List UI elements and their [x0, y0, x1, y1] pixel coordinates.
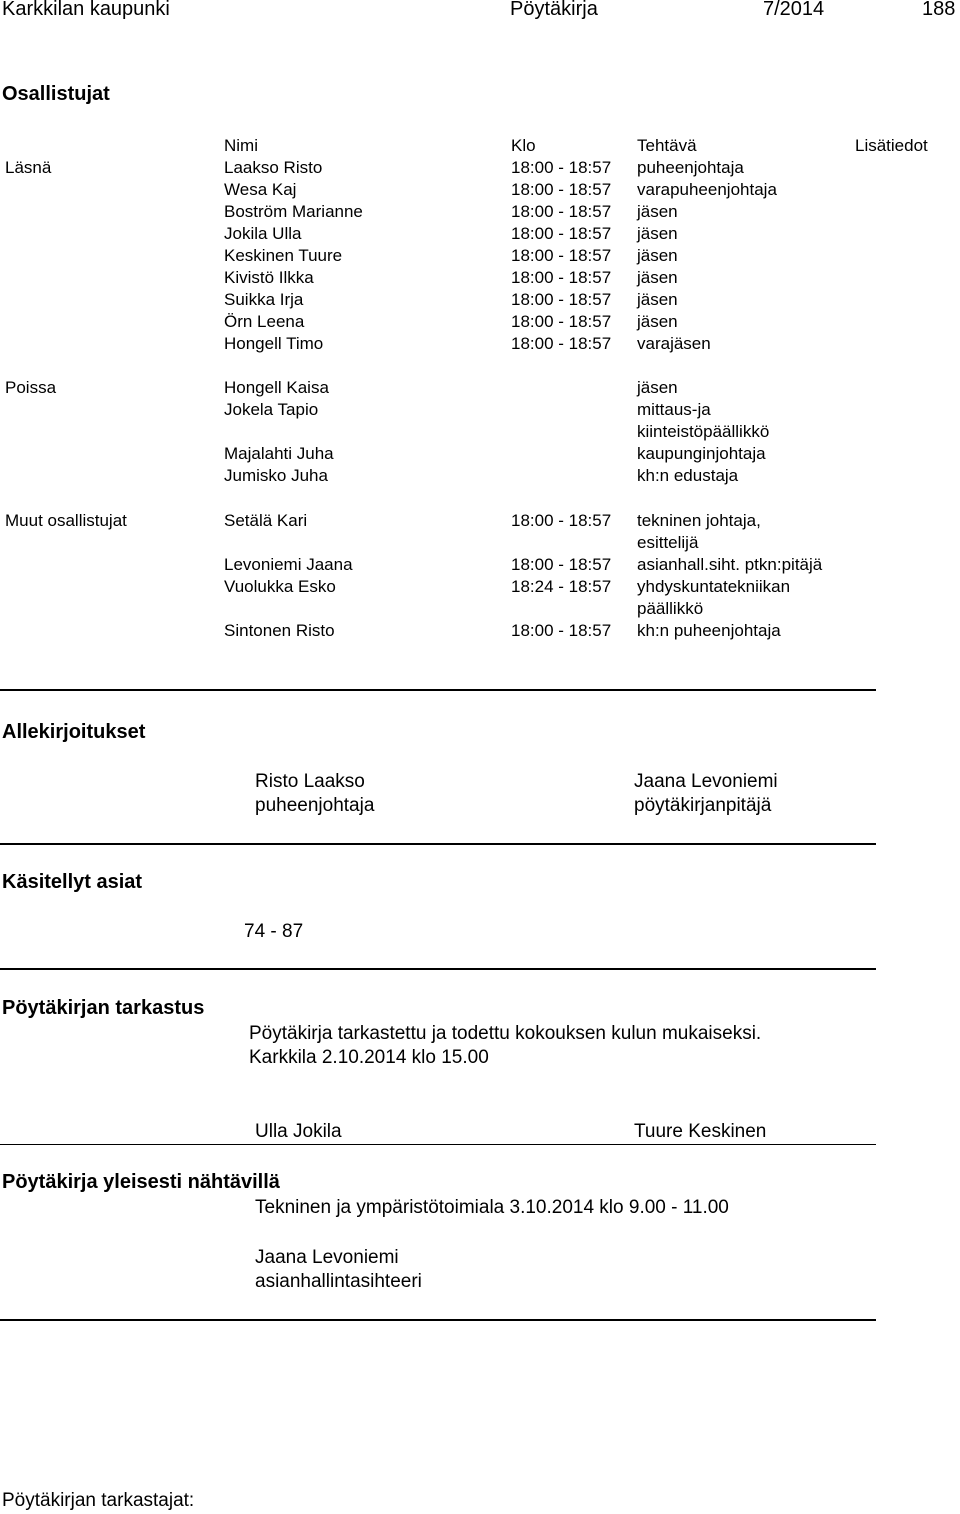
section-divider: [0, 968, 876, 970]
public-place-time: Tekninen ja ympäristötoimiala 3.10.2014 klo 9.00 - 11.00: [255, 1197, 729, 1218]
other-role: tekninen johtaja,: [637, 511, 761, 530]
present-name: Kivistö Ilkka: [224, 268, 314, 287]
signature-line: [0, 1144, 876, 1145]
absent-name: Hongell Kaisa: [224, 378, 329, 397]
secretary-name: Jaana Levoniemi: [634, 771, 778, 792]
reviewer-2-name: Tuure Keskinen: [634, 1121, 767, 1142]
page-number: 188: [922, 0, 956, 20]
reviewers-footer-label: Pöytäkirjan tarkastajat:: [2, 1490, 195, 1511]
absent-role-continued: kiinteistöpäällikkö: [637, 422, 770, 441]
other-time: 18:00 - 18:57: [511, 511, 612, 530]
other-role: asianhall.siht. ptkn:pitäjä: [637, 555, 823, 574]
present-time: 18:00 - 18:57: [511, 268, 612, 287]
present-time: 18:00 - 18:57: [511, 180, 612, 199]
other-time: 18:00 - 18:57: [511, 555, 612, 574]
present-time: 18:00 - 18:57: [511, 312, 612, 331]
other-name: Levoniemi Jaana: [224, 555, 353, 574]
other-role: kh:n puheenjohtaja: [637, 621, 781, 640]
present-role: varapuheenjohtaja: [637, 180, 777, 199]
present-time: 18:00 - 18:57: [511, 224, 612, 243]
absent-role: kh:n edustaja: [637, 466, 739, 485]
present-name: Wesa Kaj: [224, 180, 297, 199]
other-time: 18:00 - 18:57: [511, 621, 612, 640]
present-label: Läsnä: [5, 158, 52, 177]
column-header-role: Tehtävä: [637, 136, 697, 155]
issue-number: 7/2014: [763, 0, 825, 20]
public-signer-name: Jaana Levoniemi: [255, 1247, 399, 1268]
present-time: 18:00 - 18:57: [511, 290, 612, 309]
chair-role: puheenjohtaja: [255, 795, 375, 816]
present-role: puheenjohtaja: [637, 158, 744, 177]
present-role: varajäsen: [637, 334, 711, 353]
absent-label: Poissa: [5, 378, 57, 397]
absent-name: Majalahti Juha: [224, 444, 334, 463]
present-role: jäsen: [637, 312, 678, 331]
present-time: 18:00 - 18:57: [511, 158, 612, 177]
secretary-role: pöytäkirjanpitäjä: [634, 795, 772, 816]
public-signer-role: asianhallintasihteeri: [255, 1271, 422, 1292]
document-type: Pöytäkirja: [510, 0, 598, 20]
reviewer-1-name: Ulla Jokila: [255, 1121, 342, 1142]
column-header-time: Klo: [511, 136, 536, 155]
absent-name: Jokela Tapio: [224, 400, 319, 419]
other-role-continued: päällikkö: [637, 599, 704, 618]
items-range: 74 - 87: [244, 921, 304, 942]
absent-role: mittaus-ja: [637, 400, 711, 419]
other-name: Setälä Kari: [224, 511, 308, 530]
absent-role: jäsen: [637, 378, 678, 397]
municipality-name: Karkkilan kaupunki: [2, 0, 170, 20]
present-role: jäsen: [637, 268, 678, 287]
present-role: jäsen: [637, 246, 678, 265]
other-name: Vuolukka Esko: [224, 577, 336, 596]
absent-role: kaupunginjohtaja: [637, 444, 766, 463]
other-role: yhdyskuntatekniikan: [637, 577, 791, 596]
section-divider: [0, 1319, 876, 1321]
items-heading: Käsitellyt asiat: [2, 871, 143, 893]
review-heading: Pöytäkirjan tarkastus: [2, 997, 205, 1019]
other-name: Sintonen Risto: [224, 621, 335, 640]
others-label: Muut osallistujat: [5, 511, 127, 530]
present-name: Laakso Risto: [224, 158, 323, 177]
present-name: Suikka Irja: [224, 290, 304, 309]
public-heading: Pöytäkirja yleisesti nähtävillä: [2, 1171, 280, 1193]
chair-name: Risto Laakso: [255, 771, 365, 792]
review-statement: Pöytäkirja tarkastettu ja todettu kokouksen kulun mukaiseksi.: [249, 1023, 762, 1044]
absent-name: Jumisko Juha: [224, 466, 328, 485]
present-name: Keskinen Tuure: [224, 246, 343, 265]
section-divider: [0, 843, 876, 845]
present-role: jäsen: [637, 290, 678, 309]
participants-heading: Osallistujat: [2, 83, 110, 105]
present-name: Jokila Ulla: [224, 224, 302, 243]
present-name: Boström Marianne: [224, 202, 363, 221]
present-time: 18:00 - 18:57: [511, 246, 612, 265]
other-role-continued: esittelijä: [637, 533, 699, 552]
column-header-name: Nimi: [224, 136, 258, 155]
section-divider: [0, 689, 876, 691]
present-role: jäsen: [637, 202, 678, 221]
column-header-notes: Lisätiedot: [855, 136, 928, 155]
review-place-date: Karkkila 2.10.2014 klo 15.00: [249, 1047, 489, 1068]
signatures-heading: Allekirjoitukset: [2, 721, 146, 743]
other-time: 18:24 - 18:57: [511, 577, 612, 596]
present-role: jäsen: [637, 224, 678, 243]
present-name: Hongell Timo: [224, 334, 324, 353]
present-time: 18:00 - 18:57: [511, 334, 612, 353]
present-time: 18:00 - 18:57: [511, 202, 612, 221]
present-name: Örn Leena: [224, 312, 305, 331]
